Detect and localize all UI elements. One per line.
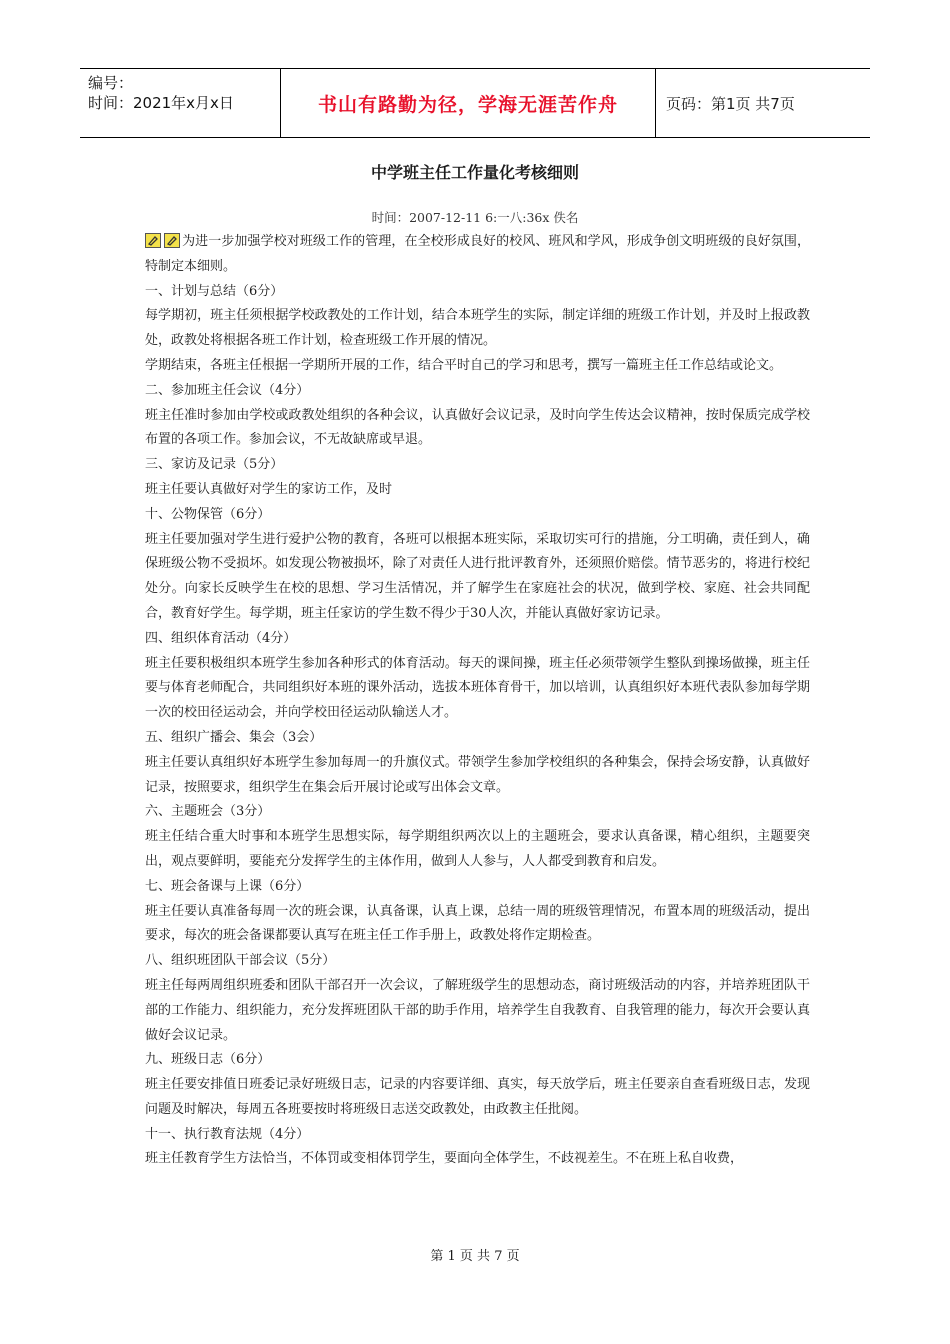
edit-pencil-icon [145, 233, 161, 248]
page-footer: 第 1 页 共 7 页 [430, 1249, 520, 1264]
page-info: 页码：第1页 共7页 [666, 94, 795, 113]
motto: 书山有路勤为径，学海无涯苦作舟 [317, 93, 618, 116]
paragraph: 班主任要安排值日班委记录好班级日志，记录的内容要详细、真实，每天放学后，班主任要亲自查看班级日志，发现问题及时解决，每周五各班要按时将班级日志送交政教处，由政教主任批阅。 [145, 1077, 810, 1117]
section-heading: 三、家访及记录（5分） [145, 457, 284, 473]
section-heading: 四、组织体育活动（4分） [145, 630, 297, 646]
paragraph: 班主任准时参加由学校或政教处组织的各种会议，认真做好会议记录，及时向学生传达会议精神，按时保质完成学校布置的各项工作。参加会议，不无故缺席或早退。 [145, 407, 810, 448]
section-heading: 二、参加班主任会议（4分） [145, 382, 310, 398]
paragraph-text: 为进一步加强学校对班级工作的管理，在全校形成良好的校风、班风和学风，形成争创文明班级的良好氛围，特制定本细则。 [145, 234, 810, 274]
paragraph: 班主任结合重大时事和本班学生思想实际，每学期组织两次以上的主题班会，要求认真备课，精心组织，主题要突出，观点要鲜明，要能充分发挥学生的主体作用，做到人人参与，人人都受到教育和启发。 [145, 829, 810, 869]
section-heading: 七、班会备课与上课（6分） [145, 878, 310, 894]
paragraph: 班主任要积极组织本班学生参加各种形式的体育活动。每天的课间操，班主任必须带领学生整队到操场做操，班主任要与体育老师配合，共同组织好本班的课外活动，选拔本班体育骨干，加以培训，认真组织好本班代表队参加每学期一次的校田径运动会，并向学校田径运动队输送人才。 [145, 655, 810, 721]
paragraph [145, 230, 810, 280]
page-header [80, 68, 870, 138]
section-heading: 六、主题班会（3分） [145, 804, 271, 820]
paragraph: 班主任要加强对学生进行爱护公物的教育，各班可以根据本班实际，采取切实可行的措施，分工明确，责任到人，确保班级公物不受损坏。如发现公物被损坏，除了对责任人进行批评教育外，还须照价赔偿。情节恶劣的，将进行校纪处分。向家长反映学生在校的思想、学习生活情况，并了解学生在家庭社会的状况，做到学校、家庭、社会共同配合，教育好学生。每学期，班主任家访的学生数不得少于30人次，并能认真做好家访记录。 [145, 531, 810, 621]
icon-group [145, 233, 180, 248]
paragraph: 班主任要认真组织好本班学生参加每周一的升旗仪式。带领学生参加学校组织的各种集会，保持会场安静，认真做好记录，按照要求，组织学生在集会后开展讨论或写出体会文章。 [145, 754, 810, 795]
section-heading: 五、组织广播会、集会（3会） [145, 729, 323, 745]
section-heading: 一、计划与总结（6分） [145, 283, 284, 299]
document-meta: 时间：2007-12-11 6:一八:36x 佚名 [371, 210, 579, 225]
paragraph: 学期结束，各班主任根据一学期所开展的工作，结合平时自己的学习和思考，撰写一篇班主任工作总结或论文。 [145, 357, 783, 373]
document-title: 中学班主任工作量化考核细则 [370, 163, 579, 182]
paragraph: 班主任教育学生方法恰当，不体罚或变相体罚学生，要面向全体学生，不歧视差生。不在班上私自收费， [145, 1151, 744, 1167]
code-label: 编号： [88, 74, 134, 92]
paragraph: 班主任要认真准备每周一次的班会课，认真备课，认真上课，总结一周的班级管理情况，布置本周的班级活动，提出要求，每次的班会备课都要认真写在班主任工作手册上，政教处将作定期检查。 [145, 903, 810, 944]
edit-pencil-icon [164, 233, 180, 248]
section-heading: 九、班级日志（6分） [145, 1052, 271, 1068]
header-left [80, 69, 280, 137]
header-middle [280, 69, 656, 137]
document-body [145, 230, 810, 1172]
paragraph: 班主任每两周组织班委和团队干部召开一次会议，了解班级学生的思想动态，商讨班级活动的内容，并培养班团队干部的工作能力、组织能力，充分发挥班团队干部的助手作用，培养学生自我教育、自我管理的能力，每次开会要认真做好会议记录。 [145, 977, 810, 1043]
section-heading: 十、公物保管（6分） [145, 506, 271, 522]
section-heading: 八、组织班团队干部会议（5分） [145, 953, 336, 969]
date-label: 时间：2021年x月x日 [88, 94, 234, 112]
section-heading: 十一、执行教育法规（4分） [145, 1126, 310, 1142]
paragraph: 每学期初，班主任须根据学校政教处的工作计划，结合本班学生的实际，制定详细的班级工作计划，并及时上报政教处，政教处将根据各班工作计划，检查班级工作开展的情况。 [145, 308, 810, 349]
paragraph: 班主任要认真做好对学生的家访工作，及时 [145, 481, 393, 497]
